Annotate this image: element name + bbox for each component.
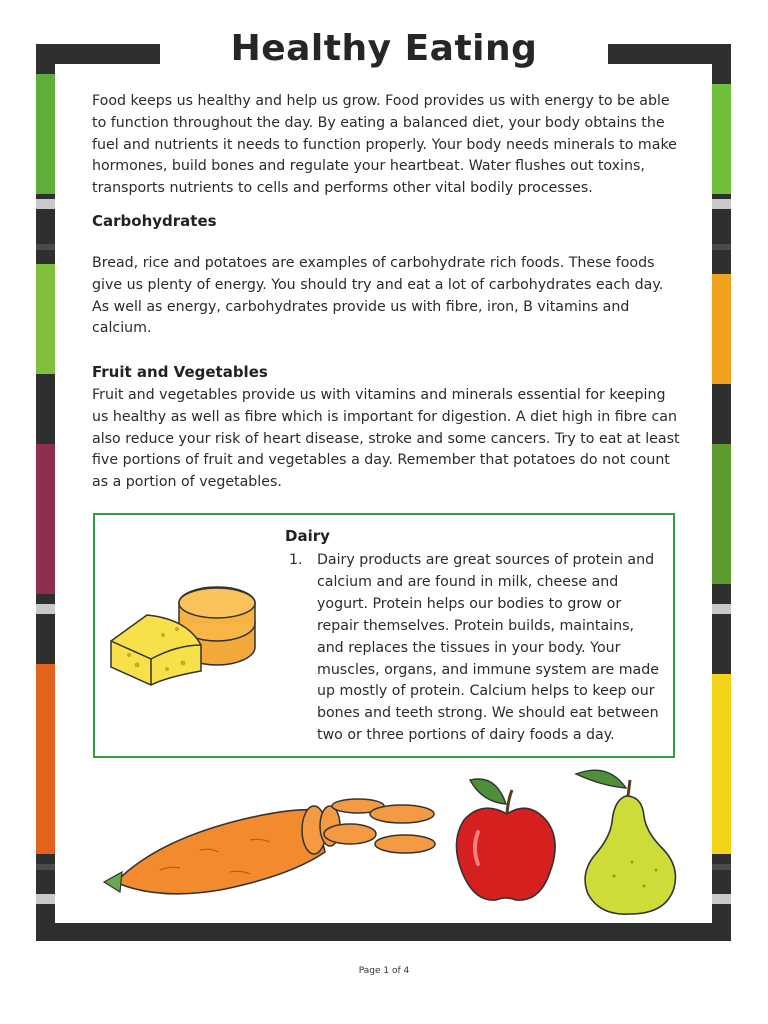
pear-illustration: [574, 766, 684, 916]
carbohydrates-paragraph: Bread, rice and potatoes are examples of carbohydrate rich foods. These foods give us plenty of energy. You should try and eat a lot of carbohydrates each day. As well as energy, carbohydrates provide us with fibre, iron, B vitamins and calcium.: [92, 255, 664, 337]
carrot-illustration: [100, 780, 440, 910]
fruit-veg-heading: Fruit and Vegetables: [92, 363, 268, 381]
apple-illustration: [452, 772, 562, 912]
fruit-veg-paragraph: Fruit and vegetables provide us with vitamins and minerals essential for keeping us healthy as well as fibre which is important for digestion. A diet high in fibre can also reduce your risk of heart disease, stroke and some cancers. Try to eat at least five portions of fruit and vegetables a day. Remember that potatoes do not count as a portion of vegetables.: [92, 387, 680, 491]
dairy-paragraph: Dairy products are great sources of protein and calcium and are found in milk, cheese and yogurt. Protein helps our bodies to grow or repair themselves. Protein builds, maintains, and replaces the tissues in your body. Your muscles, organs, and immune system are made up mostly of protein. Calcium helps to keep our bones and teeth strong. We should eat between two or three portions of dairy foods a day.: [317, 552, 659, 744]
page-title: Healthy Eating: [230, 28, 538, 69]
intro-paragraph: Food keeps us healthy and help us grow. Food provides us with energy to be able to function throughout the day. By eating a balanced diet, your body obtains the fuel and nutrients it needs to function properly. Your body needs minerals to make hormones, build bones and regulate your heartbeat. Water flushes out toxins, transports nutrients to cells and performs other vital bodily processes.: [92, 93, 677, 197]
list-number: 1.: [289, 552, 303, 568]
page-footer: Page 1 of 4: [358, 966, 410, 976]
dairy-heading: Dairy: [285, 527, 330, 545]
cheese-illustration: [107, 585, 267, 695]
list-item: [285, 550, 665, 747]
dairy-list: [285, 550, 665, 747]
dairy-box: [93, 513, 675, 758]
carbohydrates-heading: Carbohydrates: [92, 212, 217, 230]
